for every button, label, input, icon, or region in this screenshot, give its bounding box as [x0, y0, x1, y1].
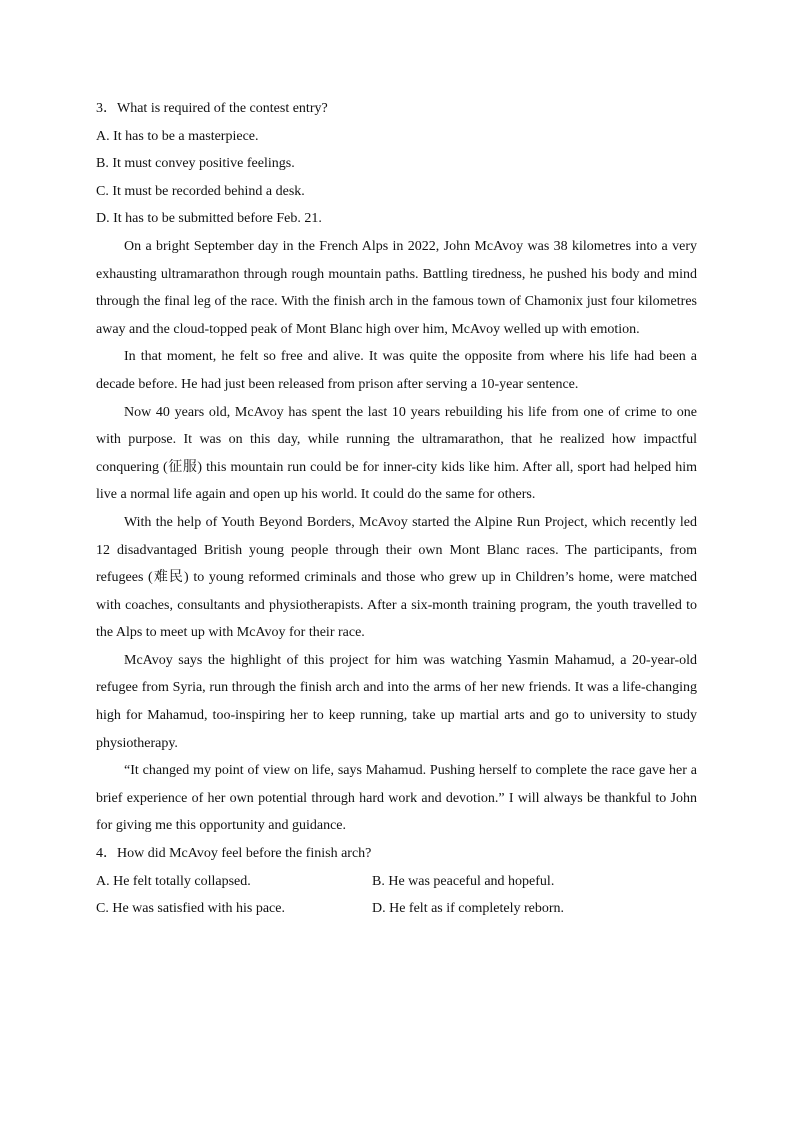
question-3 — [96, 95, 697, 233]
passage-paragraph-6: “It changed my point of view on life, says Mahamud. Pushing herself to complete the race gave her a brief experience of her own potential through hard work and devotion.” I will always be thankful to John for giving me this opportunity and guidance. — [96, 763, 697, 834]
question-4-option-d: D. He felt as if completely reborn. — [372, 901, 565, 917]
passage-paragraph-4: With the help of Youth Beyond Borders, McAvoy started the Alpine Run Project, which recently led 12 disadvantaged British young people through their own Mont Blanc races. The participants, from refugees (难民) to young reformed criminals and those who grew up in Children’s home, were matched with coaches, consultants and physiotherapists. After a six-month training program, the youth travelled to the Alps to meet up with McAvoy for their race. — [96, 514, 697, 641]
question-3-option-c: C. It must be recorded behind a desk. — [96, 183, 305, 199]
question-3-option-a: A. It has to be a masterpiece. — [96, 128, 259, 144]
question-4 — [96, 840, 697, 923]
question-4-options-row-1 — [96, 868, 697, 896]
question-4-options-row-2 — [96, 895, 697, 923]
question-3-option-b: B. It must convey positive feelings. — [96, 156, 295, 172]
question-4-option-c: C. He was satisfied with his pace. — [96, 901, 285, 917]
document-page — [96, 95, 697, 923]
passage-paragraph-5: McAvoy says the highlight of this project for him was watching Yasmin Mahamud, a 20-year-old refugee from Syria, run through the finish arch and into the arms of her new friends. It was a life-changing high for Mahamud, too-inspiring her to keep running, take up martial arts and go to university to study physiotherapy. — [96, 652, 697, 751]
passage-paragraph-1: On a bright September day in the French Alps in 2022, John McAvoy was 38 kilometres into a very exhausting ultramarathon through rough mountain paths. Battling tiredness, he pushed his body and mind through the final leg of the race. With the finish arch in the famous town of Chamonix just four kilometres away and the cloud-topped peak of Mont Blanc high over him, McAvoy welled up with emotion. — [96, 238, 697, 337]
reading-passage — [96, 233, 697, 840]
question-4-stem: 4．How did McAvoy feel before the finish arch? — [96, 846, 372, 862]
question-4-option-b: B. He was peaceful and hopeful. — [372, 873, 555, 889]
passage-paragraph-2: In that moment, he felt so free and alive. It was quite the opposite from where his life had been a decade before. He had just been released from prison after serving a 10-year sentence. — [96, 349, 697, 392]
question-3-option-d: D. It has to be submitted before Feb. 21. — [96, 211, 322, 227]
question-4-option-a: A. He felt totally collapsed. — [96, 873, 251, 889]
question-3-stem: 3．What is required of the contest entry? — [96, 101, 328, 116]
passage-paragraph-3: Now 40 years old, McAvoy has spent the last 10 years rebuilding his life from one of crime to one with purpose. It was on this day, while running the ultramarathon, that he realized how impactful conquering (征服) this mountain run could be for inner-city kids like him. After all, sport had helped him live a normal life again and open up his world. It could do the same for others. — [96, 404, 697, 503]
